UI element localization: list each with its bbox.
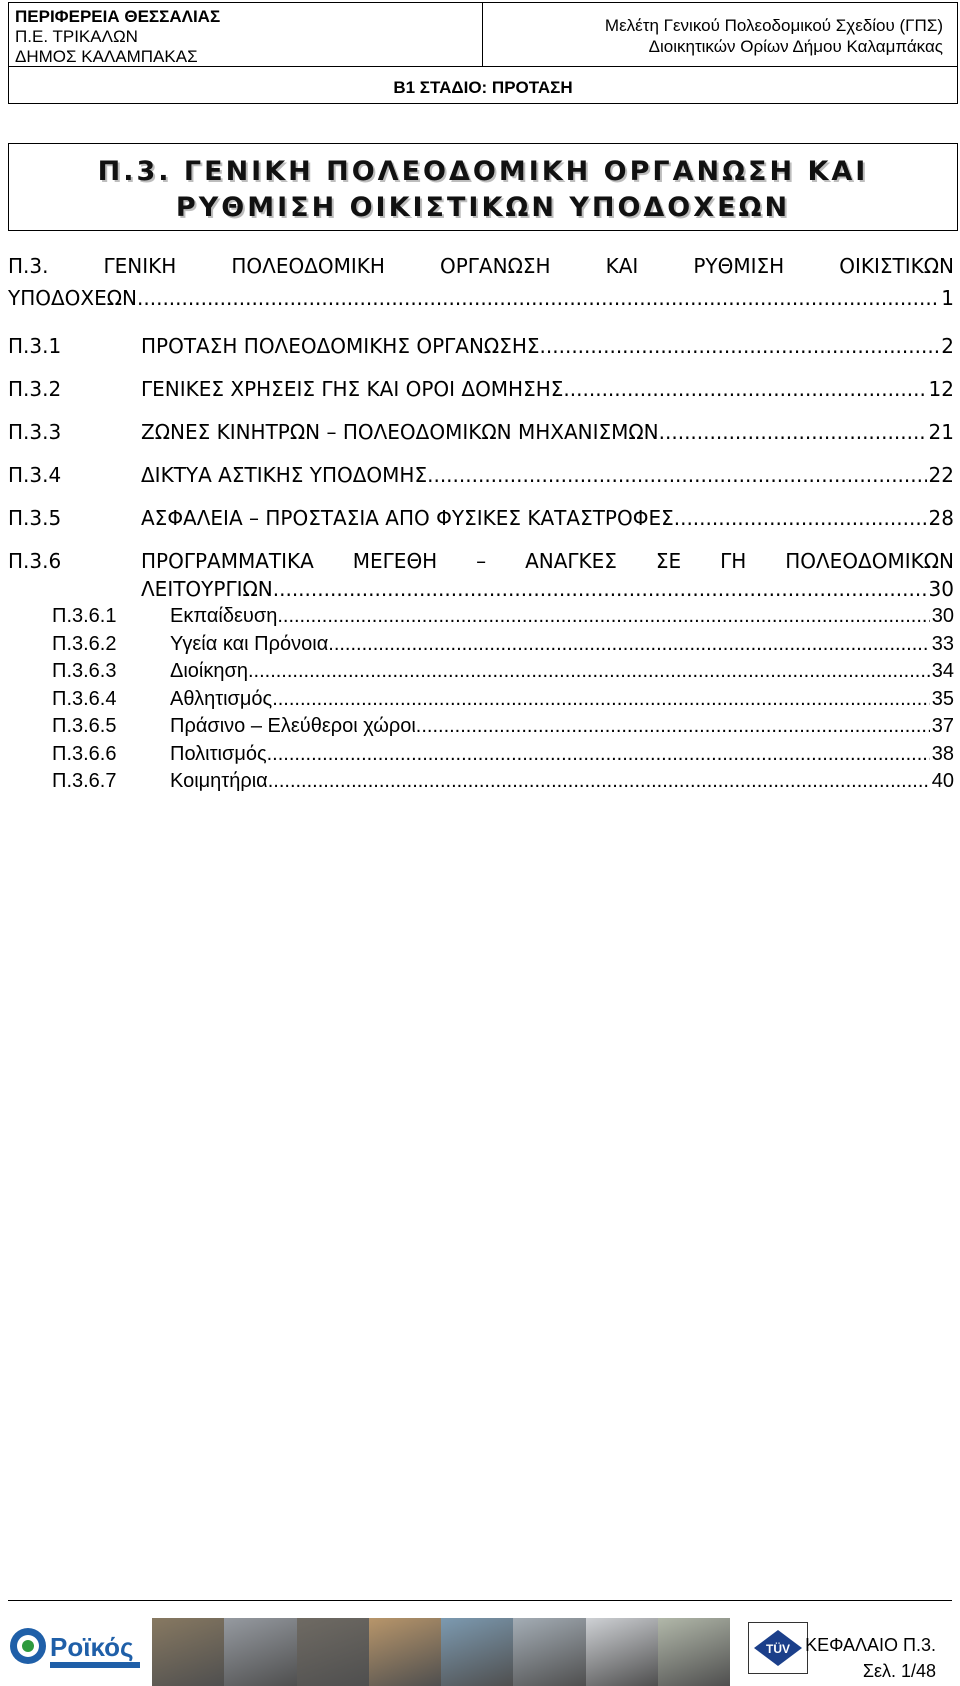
toc-entry-text: ΖΩΝΕΣ ΚΙΝΗΤΡΩΝ – ΠΟΛΕΟΔΟΜΙΚΩΝ ΜΗΧΑΝΙΣΜΩΝ (141, 420, 659, 444)
toc-entry-number: Π.3.5 (8, 506, 62, 530)
toc-page-number: 28 (928, 506, 954, 530)
toc-entry-level2[interactable] (8, 768, 954, 796)
toc-leader-dots (674, 504, 927, 532)
tuv-text: TÜV (766, 1642, 790, 1656)
toc-leader-dots (137, 282, 939, 314)
header-study (483, 3, 957, 66)
footer-photo-tile (441, 1618, 513, 1686)
toc-entry-level2[interactable] (8, 603, 954, 631)
tuv-certification-logo (748, 1622, 808, 1674)
toc-entry-number: Π.3.6.5 (52, 715, 117, 737)
header-study-title: Μελέτη Γενικού Πολεοδομικού Σχεδίου (ΓΠΣ) (604, 16, 943, 35)
toc-entry-text: ΓΕΝΙΚΕΣ ΧΡΗΣΕΙΣ ΓΗΣ ΚΑΙ ΟΡΟΙ ΔΟΜΗΣΗΣ (141, 377, 564, 401)
header-stage: Β1 ΣΤΑΔΙΟ: ΠΡΟΤΑΣΗ (393, 78, 573, 97)
toc-entry-level2[interactable] (8, 631, 954, 659)
toc-entry-text: Υγεία και Πρόνοια (170, 632, 329, 655)
toc-entry-number: Π.3.6.4 (52, 687, 117, 710)
toc-page-number: 30 (928, 577, 954, 601)
footer-photo-tile (513, 1618, 585, 1686)
toc-entry-number: Π.3.4 (8, 463, 62, 487)
toc-entry-text: Διοίκηση (170, 660, 248, 682)
footer-photo-tile (152, 1618, 224, 1686)
toc-leader-dots (277, 603, 929, 631)
toc-page-number: 37 (931, 715, 954, 737)
toc-entry-number: Π.3.2 (8, 377, 62, 401)
toc-entry-number: Π.3.1 (8, 334, 62, 358)
toc-leader-dots (248, 658, 930, 686)
toc-entry-text: Αθλητισμός (170, 687, 273, 710)
toc-page-number: 12 (928, 377, 954, 401)
toc-entry-level1[interactable] (8, 418, 954, 446)
toc-entry-level1[interactable] (8, 547, 954, 603)
toc-entry-text: Εκπαίδευση (170, 605, 278, 627)
roikos-logo (6, 1622, 144, 1674)
footer-chapter: ΚΕΦΑΛΑΙΟ Π.3. (805, 1635, 936, 1655)
toc-entry-level2[interactable] (8, 713, 954, 741)
toc-page-number: 35 (931, 687, 954, 710)
toc-entry-number: Π.3.6 (8, 549, 62, 573)
toc-entry-text: Πολιτισμός (170, 742, 267, 765)
toc-page-number: 34 (931, 660, 954, 682)
footer-photo-tile (586, 1618, 658, 1686)
chapter-title-line2: ΡΥΘΜΙΣΗ ΟΙΚΙΣΤΙΚΩΝ ΥΠΟΔΟΧΕΩΝ (175, 192, 791, 223)
toc-entry-level1[interactable] (8, 375, 954, 403)
toc-leader-dots (272, 686, 930, 714)
toc-chapter-line1: Π.3. ΓΕΝΙΚΗ ΠΟΛΕΟΔΟΜΙΚΗ ΟΡΓΑΝΩΣΗ ΚΑΙ ΡΥΘΜΙΣΗ ΟΙΚΙΣΤΙΚΩΝ (8, 254, 954, 278)
toc-entry-number: Π.3.6.6 (52, 742, 117, 765)
toc-entry-level1[interactable] (8, 504, 954, 532)
header-study-subtitle: Διοικητικών Ορίων Δήμου Καλαμπάκας (648, 37, 943, 56)
toc-leader-dots (659, 418, 927, 446)
logo-text: Ροϊκός (50, 1632, 134, 1662)
toc-entry-number: Π.3.6.1 (52, 605, 117, 627)
toc-leader-dots (268, 768, 930, 796)
footer-page-number: Σελ. 1/48 (862, 1661, 936, 1681)
footer-photo-strip (152, 1618, 730, 1686)
toc-entry-number: Π.3.6.3 (52, 660, 117, 682)
toc-page-number: 22 (928, 463, 954, 487)
footer-page-info (805, 1632, 936, 1684)
toc-entry-text: Κοιμητήρια (170, 770, 268, 792)
toc-entry-text: Πράσινο – Ελεύθεροι χώροι (170, 715, 416, 737)
toc-entry-text: ΑΣΦΑΛΕΙΑ – ΠΡΟΣΤΑΣΙΑ ΑΠΟ ΦΥΣΙΚΕΣ ΚΑΤΑΣΤΡΟΦΕΣ (141, 506, 674, 530)
toc-leader-dots (328, 631, 929, 659)
toc-entry-level1[interactable] (8, 332, 954, 360)
toc-leader-dots (563, 375, 926, 403)
toc-leader-dots (267, 741, 930, 769)
toc-entry-number: Π.3.6.7 (52, 770, 117, 792)
toc-page-number: 38 (931, 742, 954, 765)
toc-entry-level1[interactable] (8, 461, 954, 489)
footer-photo-tile (224, 1618, 296, 1686)
header-regional-unit: Π.Ε. ΤΡΙΚΑΛΩΝ (15, 27, 138, 46)
toc-leader-dots (427, 461, 926, 489)
toc-page-number: 21 (928, 420, 954, 444)
toc-leader-dots (540, 332, 940, 360)
toc-entry-chapter[interactable] (8, 250, 954, 314)
header-region: ΠΕΡΙΦΕΡΕΙΑ ΘΕΣΣΑΛΙΑΣ (15, 7, 221, 26)
toc-entry-level2[interactable] (8, 686, 954, 714)
toc-chapter-line2: ΥΠΟΔΟΧΕΩΝ (8, 286, 138, 310)
footer-photo-tile (658, 1618, 730, 1686)
toc-page-number: 1 (941, 286, 954, 310)
toc-entry-text-line1: ΠΡΟΓΡΑΜΜΑΤΙΚΑ ΜΕΓΕΘΗ – ΑΝΑΓΚΕΣ ΣΕ ΓΗ ΠΟΛΕΟΔΟΜΙΚΩΝ (141, 549, 954, 573)
toc-page-number: 2 (941, 334, 954, 358)
toc-page-number: 33 (931, 632, 954, 655)
toc-entry-text: ΠΡΟΤΑΣΗ ΠΟΛΕΟΔΟΜΙΚΗΣ ΟΡΓΑΝΩΣΗΣ (141, 334, 540, 358)
header-municipality: ΔΗΜΟΣ ΚΑΛΑΜΠΑΚΑΣ (15, 47, 198, 66)
toc-entry-level2[interactable] (8, 658, 954, 686)
toc-entry-text: ΔΙΚΤΥΑ ΑΣΤΙΚΗΣ ΥΠΟΔΟΜΗΣ (141, 463, 428, 487)
toc-page-number: 30 (931, 605, 954, 627)
footer-photo-tile (297, 1618, 369, 1686)
toc-entry-text-line2: ΛΕΙΤΟΥΡΓΙΩΝ (141, 577, 273, 601)
toc-leader-dots (273, 575, 927, 603)
toc-leader-dots (416, 713, 930, 741)
toc-entry-level2[interactable] (8, 741, 954, 769)
header-authority (9, 3, 483, 66)
toc-page-number: 40 (931, 770, 954, 792)
tuv-badge-icon (752, 1628, 804, 1668)
toc-entry-number: Π.3.3 (8, 420, 62, 444)
chapter-title-line1: Π.3. ΓΕΝΙΚΗ ΠΟΛΕΟΔΟΜΙΚΗ ΟΡΓΑΝΩΣΗ ΚΑΙ (97, 156, 869, 187)
toc-entry-number: Π.3.6.2 (52, 632, 117, 655)
page-header (8, 2, 958, 104)
table-of-contents (8, 250, 954, 796)
footer-photo-tile (369, 1618, 441, 1686)
footer-divider (8, 1600, 952, 1601)
chapter-title-box (8, 143, 958, 231)
